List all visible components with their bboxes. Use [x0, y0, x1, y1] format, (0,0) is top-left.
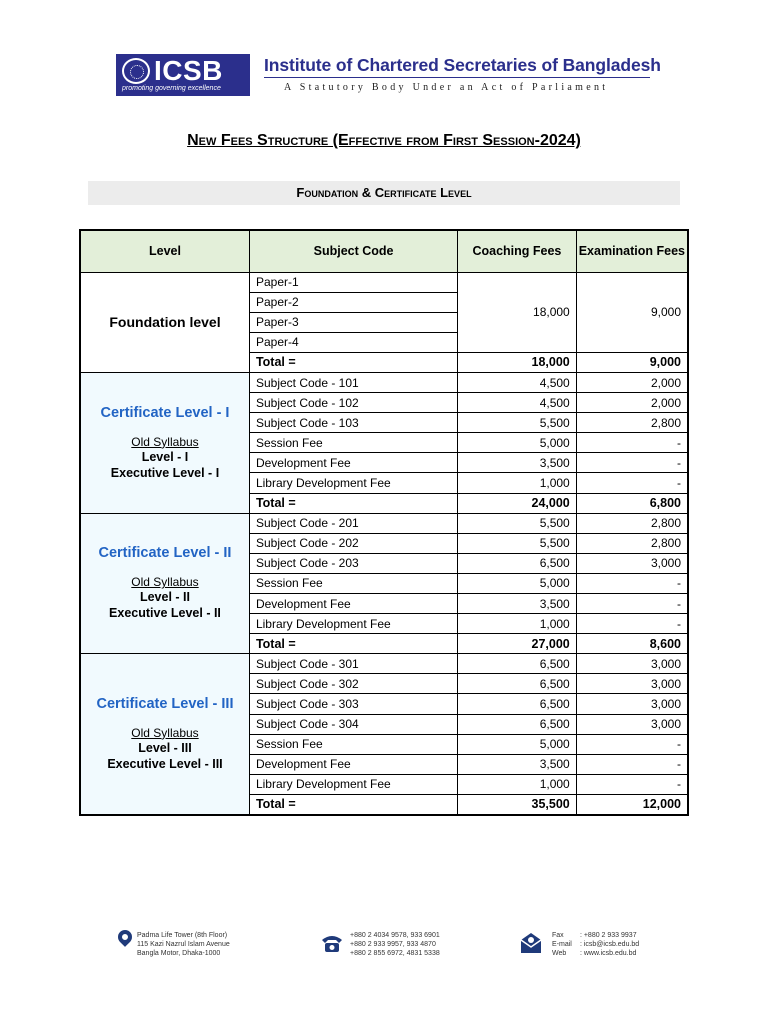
- institute-subtitle: A Statutory Body Under an Act of Parliament: [284, 82, 609, 93]
- exam-fee-cell: 3,000: [576, 553, 688, 573]
- exam-fee-cell: -: [576, 473, 688, 493]
- exam-fee-cell: 3,000: [576, 714, 688, 734]
- coaching-fee-cell: 4,500: [458, 372, 577, 392]
- subject-cell: Subject Code - 102: [249, 393, 457, 413]
- footer-phones: [350, 931, 440, 958]
- fax-value: +880 2 933 9937: [583, 932, 637, 939]
- total-coaching: 24,000: [458, 493, 577, 513]
- coaching-fee-cell: 6,500: [458, 714, 577, 734]
- phone-line: +880 2 4034 9578, 933 6901: [350, 932, 440, 939]
- subject-cell: Paper-4: [249, 332, 457, 352]
- exam-fee-cell: 2,000: [576, 372, 688, 392]
- old-syllabus-label: Old Syllabus: [131, 725, 199, 740]
- total-label: Total =: [249, 493, 457, 513]
- subject-cell: Subject Code - 302: [249, 674, 457, 694]
- section-title: Foundation & Certificate Level: [88, 181, 680, 205]
- table-row: [80, 513, 688, 533]
- table-row: [80, 372, 688, 392]
- old-syllabus-label: Old Syllabus: [131, 434, 199, 449]
- exam-fee-cell: 2,000: [576, 393, 688, 413]
- address-line: Bangla Motor, Dhaka-1000: [137, 950, 221, 957]
- coaching-fee-cell: 6,500: [458, 674, 577, 694]
- certificate-title: Certificate Level - III: [96, 695, 234, 712]
- subject-cell: Library Development Fee: [249, 614, 457, 634]
- subject-cell: Subject Code - 301: [249, 654, 457, 674]
- logo-text: ICSB: [154, 55, 223, 86]
- exam-fee-cell: -: [576, 774, 688, 794]
- exam-fee-cell: -: [576, 573, 688, 593]
- table-header-row: [80, 230, 688, 272]
- subject-cell: Library Development Fee: [249, 473, 457, 493]
- old-level: Level - I: [141, 449, 189, 464]
- exam-fee-cell: -: [576, 453, 688, 473]
- subject-cell: Paper-2: [249, 292, 457, 312]
- subject-cell: Session Fee: [249, 734, 457, 754]
- subject-cell: Paper-3: [249, 312, 457, 332]
- coaching-fee-cell: 3,500: [458, 754, 577, 774]
- exam-fee-cell: 9,000: [576, 272, 688, 352]
- coaching-fee-cell: 18,000: [458, 272, 577, 352]
- level-foundation: Foundation level: [80, 272, 249, 372]
- header-rule: [264, 77, 650, 78]
- exam-fee-cell: -: [576, 594, 688, 614]
- exam-fee-cell: 3,000: [576, 674, 688, 694]
- total-label: Total =: [249, 634, 457, 654]
- footer-address: [137, 931, 230, 958]
- exam-fee-cell: 3,000: [576, 654, 688, 674]
- page-title: New Fees Structure (Effective from First Session-2024): [187, 132, 581, 149]
- telephone-icon: [320, 932, 344, 954]
- exam-fee-cell: -: [576, 614, 688, 634]
- coaching-fee-cell: 3,500: [458, 453, 577, 473]
- exam-fee-cell: 3,000: [576, 694, 688, 714]
- subject-cell: Subject Code - 103: [249, 413, 457, 433]
- subject-cell: Session Fee: [249, 433, 457, 453]
- old-syllabus-label: Old Syllabus: [131, 575, 199, 590]
- coaching-fee-cell: 3,500: [458, 594, 577, 614]
- contact-label: Web: [552, 950, 567, 957]
- level-certificate-3: [80, 654, 249, 815]
- phone-line: +880 2 855 6972, 4831 5338: [350, 950, 440, 957]
- fees-table: [79, 229, 689, 816]
- header-level: Level: [80, 230, 249, 272]
- total-exam: 8,600: [576, 634, 688, 654]
- coaching-fee-cell: 6,500: [458, 654, 577, 674]
- exam-fee-cell: -: [576, 734, 688, 754]
- emblem-icon: [122, 58, 150, 84]
- total-exam: 12,000: [576, 794, 688, 814]
- coaching-fee-cell: 5,000: [458, 433, 577, 453]
- coaching-fee-cell: 5,000: [458, 573, 577, 593]
- total-coaching: 18,000: [458, 352, 577, 372]
- footer-contacts: [552, 931, 639, 958]
- header-examination-fees: Examination Fees: [576, 230, 688, 272]
- subject-cell: Development Fee: [249, 754, 457, 774]
- contact-line: Fax : +880 2 933 9937: [552, 932, 637, 939]
- web-link[interactable]: www.icsb.edu.bd: [583, 950, 637, 957]
- coaching-fee-cell: 4,500: [458, 393, 577, 413]
- header-coaching-fees: Coaching Fees: [458, 230, 577, 272]
- subject-cell: Subject Code - 304: [249, 714, 457, 734]
- subject-cell: Subject Code - 201: [249, 513, 457, 533]
- total-label: Total =: [249, 794, 457, 814]
- coaching-fee-cell: 5,000: [458, 734, 577, 754]
- old-level: Level - III: [138, 740, 192, 755]
- table-row: [80, 654, 688, 674]
- exam-fee-cell: 2,800: [576, 413, 688, 433]
- coaching-fee-cell: 1,000: [458, 473, 577, 493]
- exam-fee-cell: 2,800: [576, 533, 688, 553]
- phone-line: +880 2 933 9957, 933 4870: [350, 941, 436, 948]
- contact-line: Web : www.icsb.edu.bd: [552, 950, 637, 957]
- old-executive-level: Executive Level - III: [107, 756, 223, 771]
- subject-cell: Subject Code - 202: [249, 533, 457, 553]
- subject-cell: Subject Code - 203: [249, 553, 457, 573]
- header-subject-code: Subject Code: [249, 230, 457, 272]
- old-executive-level: Executive Level - I: [110, 465, 220, 480]
- total-exam: 6,800: [576, 493, 688, 513]
- table-row: [80, 272, 688, 292]
- coaching-fee-cell: 5,500: [458, 533, 577, 553]
- email-link[interactable]: icsb@icsb.edu.bd: [583, 941, 640, 948]
- address-line: 115 Kazi Nazrul Islam Avenue: [137, 941, 230, 948]
- logo-tagline: promoting governing excellence: [122, 85, 221, 92]
- total-coaching: 27,000: [458, 634, 577, 654]
- icsb-logo: [116, 54, 250, 96]
- subject-cell: Paper-1: [249, 272, 457, 292]
- level-certificate-1: [80, 372, 249, 513]
- old-level: Level - II: [139, 590, 190, 605]
- exam-fee-cell: -: [576, 754, 688, 774]
- coaching-fee-cell: 1,000: [458, 774, 577, 794]
- exam-fee-cell: -: [576, 433, 688, 453]
- coaching-fee-cell: 1,000: [458, 614, 577, 634]
- total-coaching: 35,500: [458, 794, 577, 814]
- contact-label: E-mail: [552, 941, 572, 948]
- institute-name: Institute of Chartered Secretaries of Bangladesh: [264, 55, 661, 75]
- total-exam: 9,000: [576, 352, 688, 372]
- contact-line: E-mail : icsb@icsb.edu.bd: [552, 941, 640, 948]
- footer: [0, 928, 768, 968]
- contact-label: Fax: [552, 932, 564, 939]
- location-pin-icon: [115, 927, 135, 947]
- coaching-fee-cell: 5,500: [458, 413, 577, 433]
- level-certificate-2: [80, 513, 249, 654]
- coaching-fee-cell: 6,500: [458, 694, 577, 714]
- subject-cell: Development Fee: [249, 594, 457, 614]
- subject-cell: Session Fee: [249, 573, 457, 593]
- address-line: Padma Life Tower (8th Floor): [137, 932, 228, 939]
- subject-cell: Subject Code - 101: [249, 372, 457, 392]
- subject-cell: Development Fee: [249, 453, 457, 473]
- coaching-fee-cell: 5,500: [458, 513, 577, 533]
- envelope-icon: [518, 930, 544, 956]
- old-executive-level: Executive Level - II: [109, 606, 221, 621]
- certificate-title: Certificate Level - I: [100, 404, 230, 421]
- certificate-title: Certificate Level - II: [98, 545, 232, 562]
- subject-cell: Library Development Fee: [249, 774, 457, 794]
- total-label: Total =: [249, 352, 457, 372]
- coaching-fee-cell: 6,500: [458, 553, 577, 573]
- subject-cell: Subject Code - 303: [249, 694, 457, 714]
- exam-fee-cell: 2,800: [576, 513, 688, 533]
